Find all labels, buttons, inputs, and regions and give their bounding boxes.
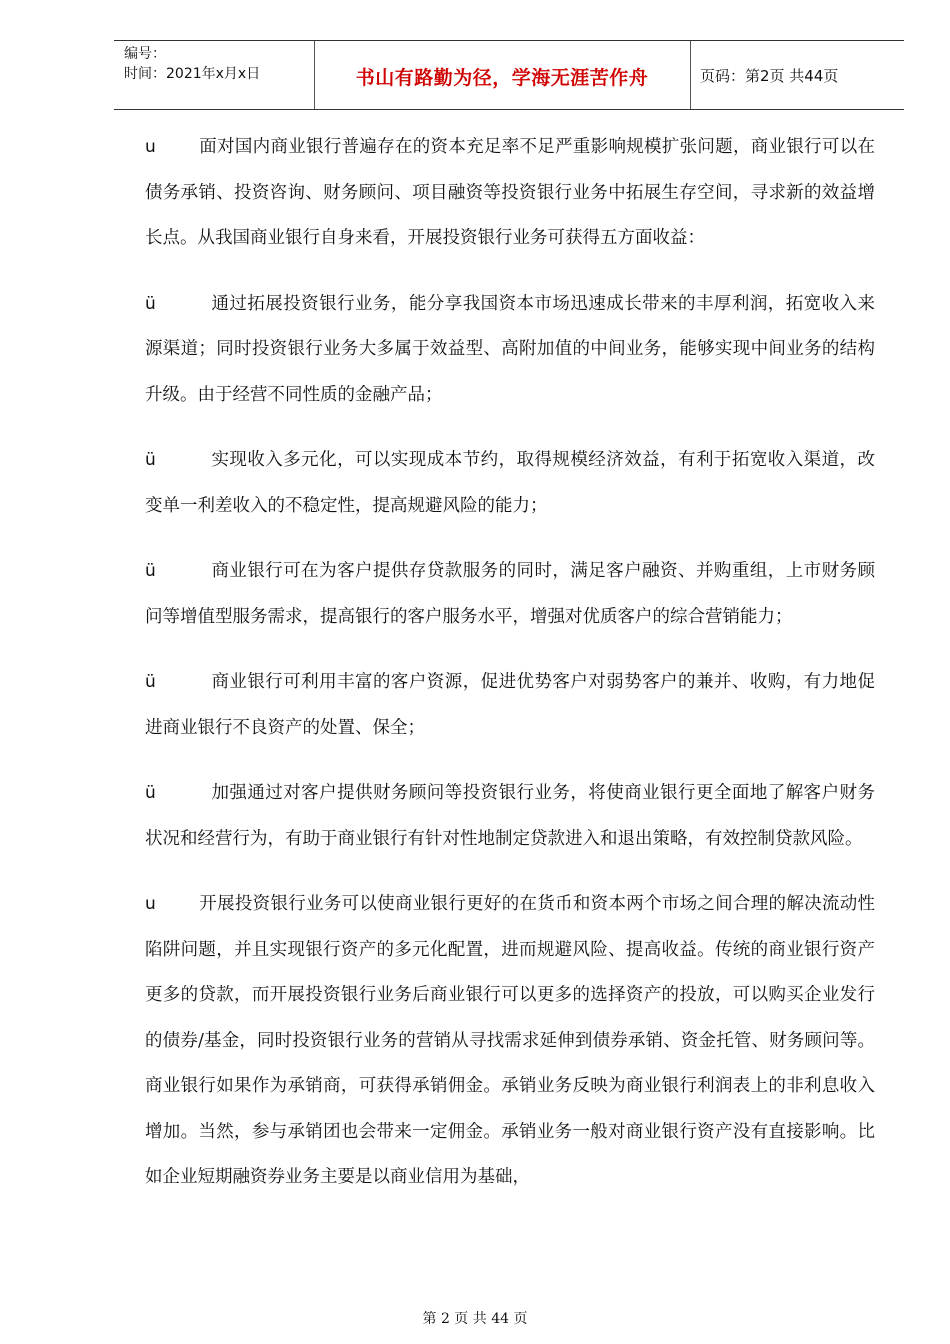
header-meta-cell: [114, 41, 315, 109]
paragraph-text: 商业银行可利用丰富的客户资源，促进优势客户对弱势客户的兼并、收购，有力地促进商业银行不良资产的处置、保全；: [145, 672, 875, 738]
bullet-marker: u: [145, 894, 156, 914]
paragraph: [145, 660, 875, 751]
page-info: 页码：第2页 共44页: [700, 67, 839, 85]
paragraph-text: 面对国内商业银行普遍存在的资本充足率不足严重影响规模扩张问题，商业银行可以在债务承销、投资咨询、财务顾问、项目融资等投资银行业务中拓展生存空间，寻求新的效益增长点。从我国商业银行自身来看，开展投资银行业务可获得五方面收益：: [145, 137, 875, 248]
paragraph-text: 通过拓展投资银行业务，能分享我国资本市场迅速成长带来的丰厚利润，拓宽收入来源渠道；同时投资银行业务大多属于效益型、高附加值的中间业务，能够实现中间业务的结构升级。由于经营不同性质的金融产品；: [145, 293, 875, 405]
paragraph: [145, 882, 875, 1201]
paragraph-text: 加强通过对客户提供财务顾问等投资银行业务，将使商业银行更全面地了解客户财务状况和经营行为，有助于商业银行有针对性地制定贷款进入和退出策略，有效控制贷款风险。: [145, 783, 875, 849]
paragraph: [145, 125, 875, 262]
page-header: [114, 40, 904, 110]
bullet-marker: ü: [145, 561, 156, 581]
paragraph-text: 实现收入多元化，可以实现成本节约，取得规模经济效益，有利于拓宽收入渠道，改变单一利差收入的不稳定性，提高规避风险的能力；: [145, 450, 875, 516]
paragraph-text: 商业银行可在为客户提供存贷款服务的同时，满足客户融资、并购重组，上市财务顾问等增值型服务需求，提高银行的客户服务水平，增强对优质客户的综合营销能力；: [145, 561, 875, 627]
time-label: 时间：2021年x月x日: [124, 66, 261, 82]
bullet-marker: ü: [145, 783, 156, 803]
bullet-marker: ü: [145, 450, 156, 470]
paragraph: [145, 282, 875, 419]
number-label: 编号：: [124, 46, 166, 62]
page-footer: 第 2 页 共 44 页: [422, 1311, 528, 1327]
bullet-marker: ü: [145, 672, 156, 692]
bullet-marker: ü: [145, 293, 156, 314]
paragraph: [145, 438, 875, 529]
header-page-cell: [690, 41, 904, 109]
motto-text: 书山有路勤为径，学海无涯苦作舟: [355, 67, 649, 89]
paragraph: [145, 771, 875, 862]
header-motto-cell: [314, 41, 691, 109]
bullet-marker: u: [145, 137, 156, 157]
document-body: [145, 125, 875, 1221]
paragraph-text: 开展投资银行业务可以使商业银行更好的在货币和资本两个市场之间合理的解决流动性陷阱问题，并且实现银行资产的多元化配置，进而规避风险、提高收益。传统的商业银行资产更多的贷款，而开展投资银行业务后商业银行可以更多的选择资产的投放，可以购买企业发行的债券/基金，同时投资银行业务的营销从寻找需求延伸到债券承销、资金托管、财务顾问等。商业银行如果作为承销商，可获得承销佣金。承销业务反映为商业银行利润表上的非利息收入增加。当然，参与承销团也会带来一定佣金。承销业务一般对商业银行资产没有直接影响。比如企业短期融资券业务主要是以商业信用为基础，: [145, 894, 875, 1187]
paragraph: [145, 549, 875, 640]
